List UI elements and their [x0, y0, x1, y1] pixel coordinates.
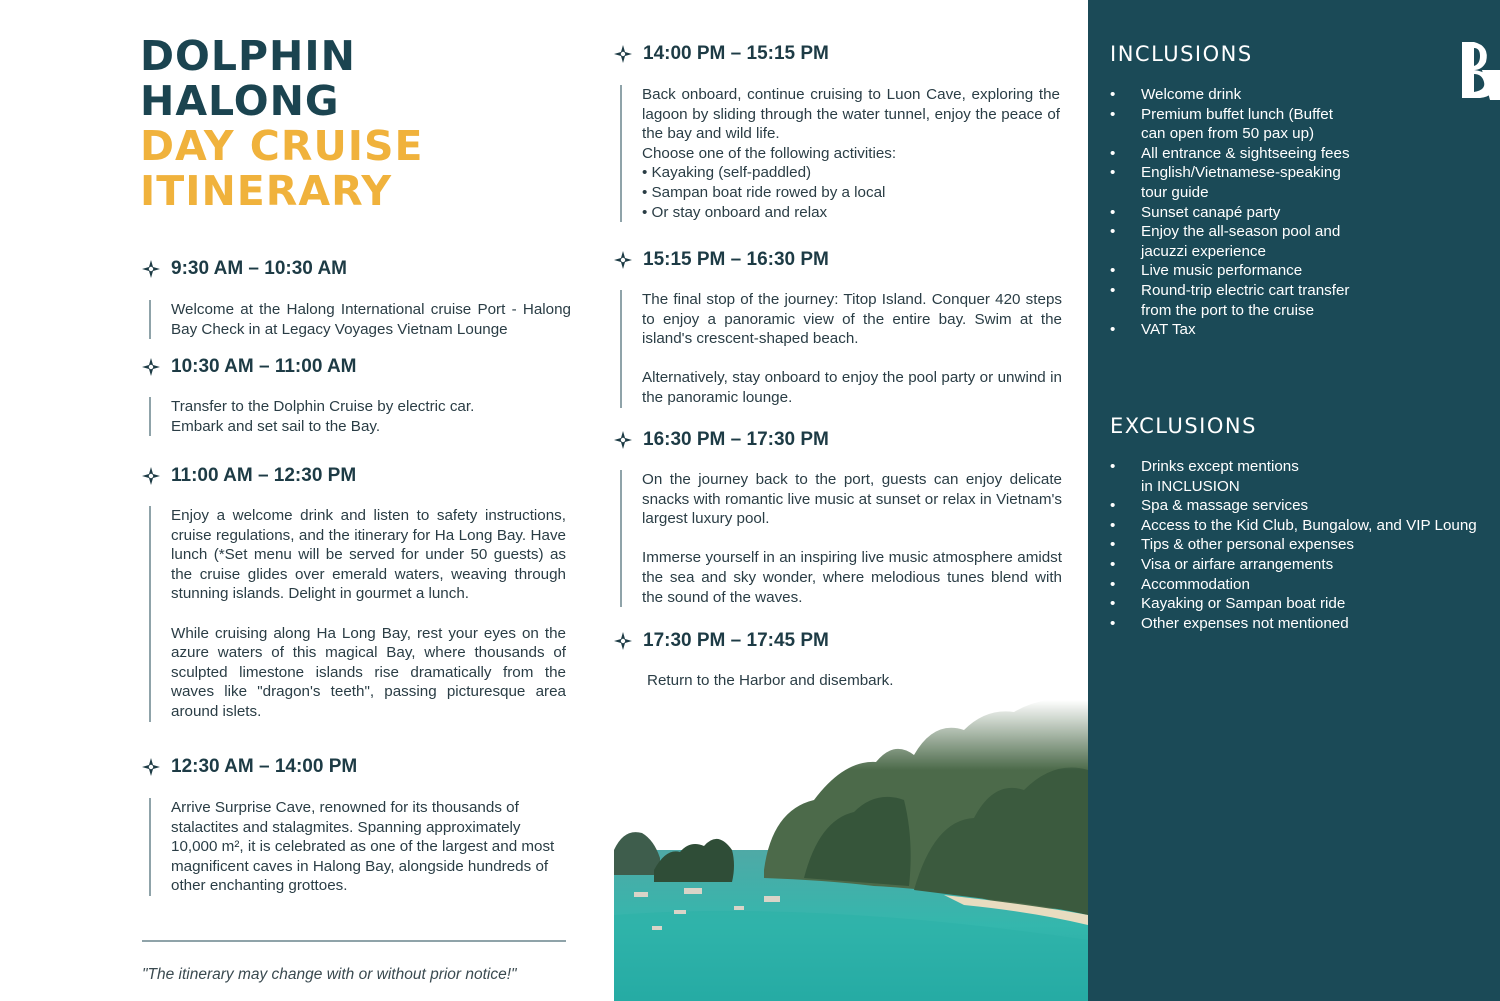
page-title — [140, 34, 424, 214]
exclusions-list — [1110, 457, 1500, 633]
list-item: • All entrance & sightseeing fees — [1110, 144, 1500, 164]
list-item: • Other expenses not mentioned — [1110, 614, 1500, 634]
itinerary-section — [614, 629, 1074, 689]
list-item: • Drinks except mentions in INCLUSION — [1110, 457, 1500, 496]
itinerary-section — [142, 355, 572, 435]
title-line-2: HALONG — [140, 77, 340, 125]
list-item: • Welcome drink — [1110, 85, 1500, 105]
title-line-4: ITINERARY — [140, 167, 393, 215]
section-time: 15:15 PM – 16:30 PM — [614, 248, 1074, 272]
title-line-1: DOLPHIN — [140, 32, 356, 80]
section-time: 14:00 PM – 15:15 PM — [614, 42, 1074, 66]
compass-icon — [142, 260, 160, 278]
list-item: • Spa & massage services — [1110, 496, 1500, 516]
inclusions-heading: INCLUSIONS — [1110, 42, 1253, 66]
title-line-3: DAY CRUISE — [140, 122, 424, 170]
list-item: • Or stay onboard and relax — [642, 203, 1060, 223]
itinerary-section — [142, 464, 572, 720]
exclusions-heading: EXCLUSIONS — [1110, 414, 1257, 438]
section-body: The final stop of the journey: Titop Island. Conquer 420 steps to enjoy a panoramic view of the entire bay. Swim at the island's crescent-shaped beach. Alternatively, stay onboard to enjoy the pool party or unwind in the panoramic lounge. — [620, 290, 1062, 408]
inclusions-list — [1110, 85, 1500, 340]
section-body: Transfer to the Dolphin Cruise by electric car. Embark and set sail to the Bay. — [149, 397, 516, 436]
brand-logo-icon — [1460, 40, 1500, 100]
list-item: • Access to the Kid Club, Bungalow, and VIP Loung — [1110, 516, 1500, 536]
section-body: On the journey back to the port, guests can enjoy delicate snacks with romantic live music at sunset or relax in Vietnam's largest luxury pool. Immerse yourself in an inspiring live music atmosphere amidst the sea and sky wonder, where melodious tunes blend with the sound of the waves. — [620, 470, 1062, 607]
itinerary-section — [142, 257, 572, 338]
divider — [142, 940, 566, 942]
list-item: • Tips & other personal expenses — [1110, 535, 1500, 555]
list-item: • Live music performance — [1110, 261, 1500, 281]
section-time: 10:30 AM – 11:00 AM — [142, 355, 572, 379]
inclusions-panel — [1088, 0, 1500, 1001]
section-body: Enjoy a welcome drink and listen to safety instructions, cruise regulations, and the itinerary for Ha Long Bay. Have lunch (*Set menu will be served for under 50 guests) as the cruise glides over emerald waters, weaving through stunning islands. Delight in gourmet a lunch. While cruising along Ha Long Bay, rest your eyes on the azure waters of this magical Bay, where thousands of sculpted limestone islands rise dramatically from the waves like "dragon's teeth", passing picturesque area around islets. — [149, 506, 566, 722]
disclaimer-note: "The itinerary may change with or without prior notice!" — [142, 966, 517, 983]
compass-icon — [142, 358, 160, 376]
section-body: Arrive Surprise Cave, renowned for its thousands of stalactites and stalagmites. Spanning approximately 10,000 m², it is celebrated as one of the largest and most magnificent caves in Halong Bay, alongside hundreds of other enchanting grottoes. — [149, 798, 566, 896]
halong-bay-photo — [614, 700, 1088, 1001]
section-time: 9:30 AM – 10:30 AM — [142, 257, 572, 281]
compass-icon — [614, 251, 632, 269]
list-item: • Sunset canapé party — [1110, 203, 1500, 223]
list-item: • Premium buffet lunch (Buffet can open from 50 pax up) — [1110, 105, 1500, 144]
section-body: Back onboard, continue cruising to Luon Cave, exploring the lagoon by sliding through the water tunnel, enjoy the peace of the bay and wild life. Choose one of the following activities: • Kayaking (self-paddled) • Sampan boat ride rowed by a local • Or stay onboard and relax — [620, 85, 1060, 222]
compass-icon — [614, 431, 632, 449]
section-time: 17:30 PM – 17:45 PM — [614, 629, 1074, 653]
list-item: • Round-trip electric cart transfer from the port to the cruise — [1110, 281, 1500, 320]
compass-icon — [614, 45, 632, 63]
list-item: • Kayaking or Sampan boat ride — [1110, 594, 1500, 614]
section-time: 12:30 AM – 14:00 PM — [142, 755, 572, 779]
itinerary-section — [614, 248, 1074, 406]
compass-icon — [142, 467, 160, 485]
list-item: • Visa or airfare arrangements — [1110, 555, 1500, 575]
section-time: 16:30 PM – 17:30 PM — [614, 428, 1074, 452]
itinerary-section — [614, 42, 1074, 221]
itinerary-section — [614, 428, 1074, 606]
compass-icon — [614, 632, 632, 650]
section-time: 11:00 AM – 12:30 PM — [142, 464, 572, 488]
list-item: • Sampan boat ride rowed by a local — [642, 183, 1060, 203]
section-body: Welcome at the Halong International cruise Port - Halong Bay Check in at Legacy Voyages Vietnam Lounge — [149, 300, 571, 339]
list-item: • Kayaking (self-paddled) — [642, 163, 1060, 183]
list-item: • Enjoy the all-season pool and jacuzzi experience — [1110, 222, 1500, 261]
compass-icon — [142, 758, 160, 776]
section-body: Return to the Harbor and disembark. — [647, 672, 894, 689]
activity-list — [642, 163, 1060, 222]
list-item: • English/Vietnamese-speaking tour guide — [1110, 163, 1500, 202]
list-item: • VAT Tax — [1110, 320, 1500, 340]
list-item: • Accommodation — [1110, 575, 1500, 595]
itinerary-section — [142, 755, 572, 895]
